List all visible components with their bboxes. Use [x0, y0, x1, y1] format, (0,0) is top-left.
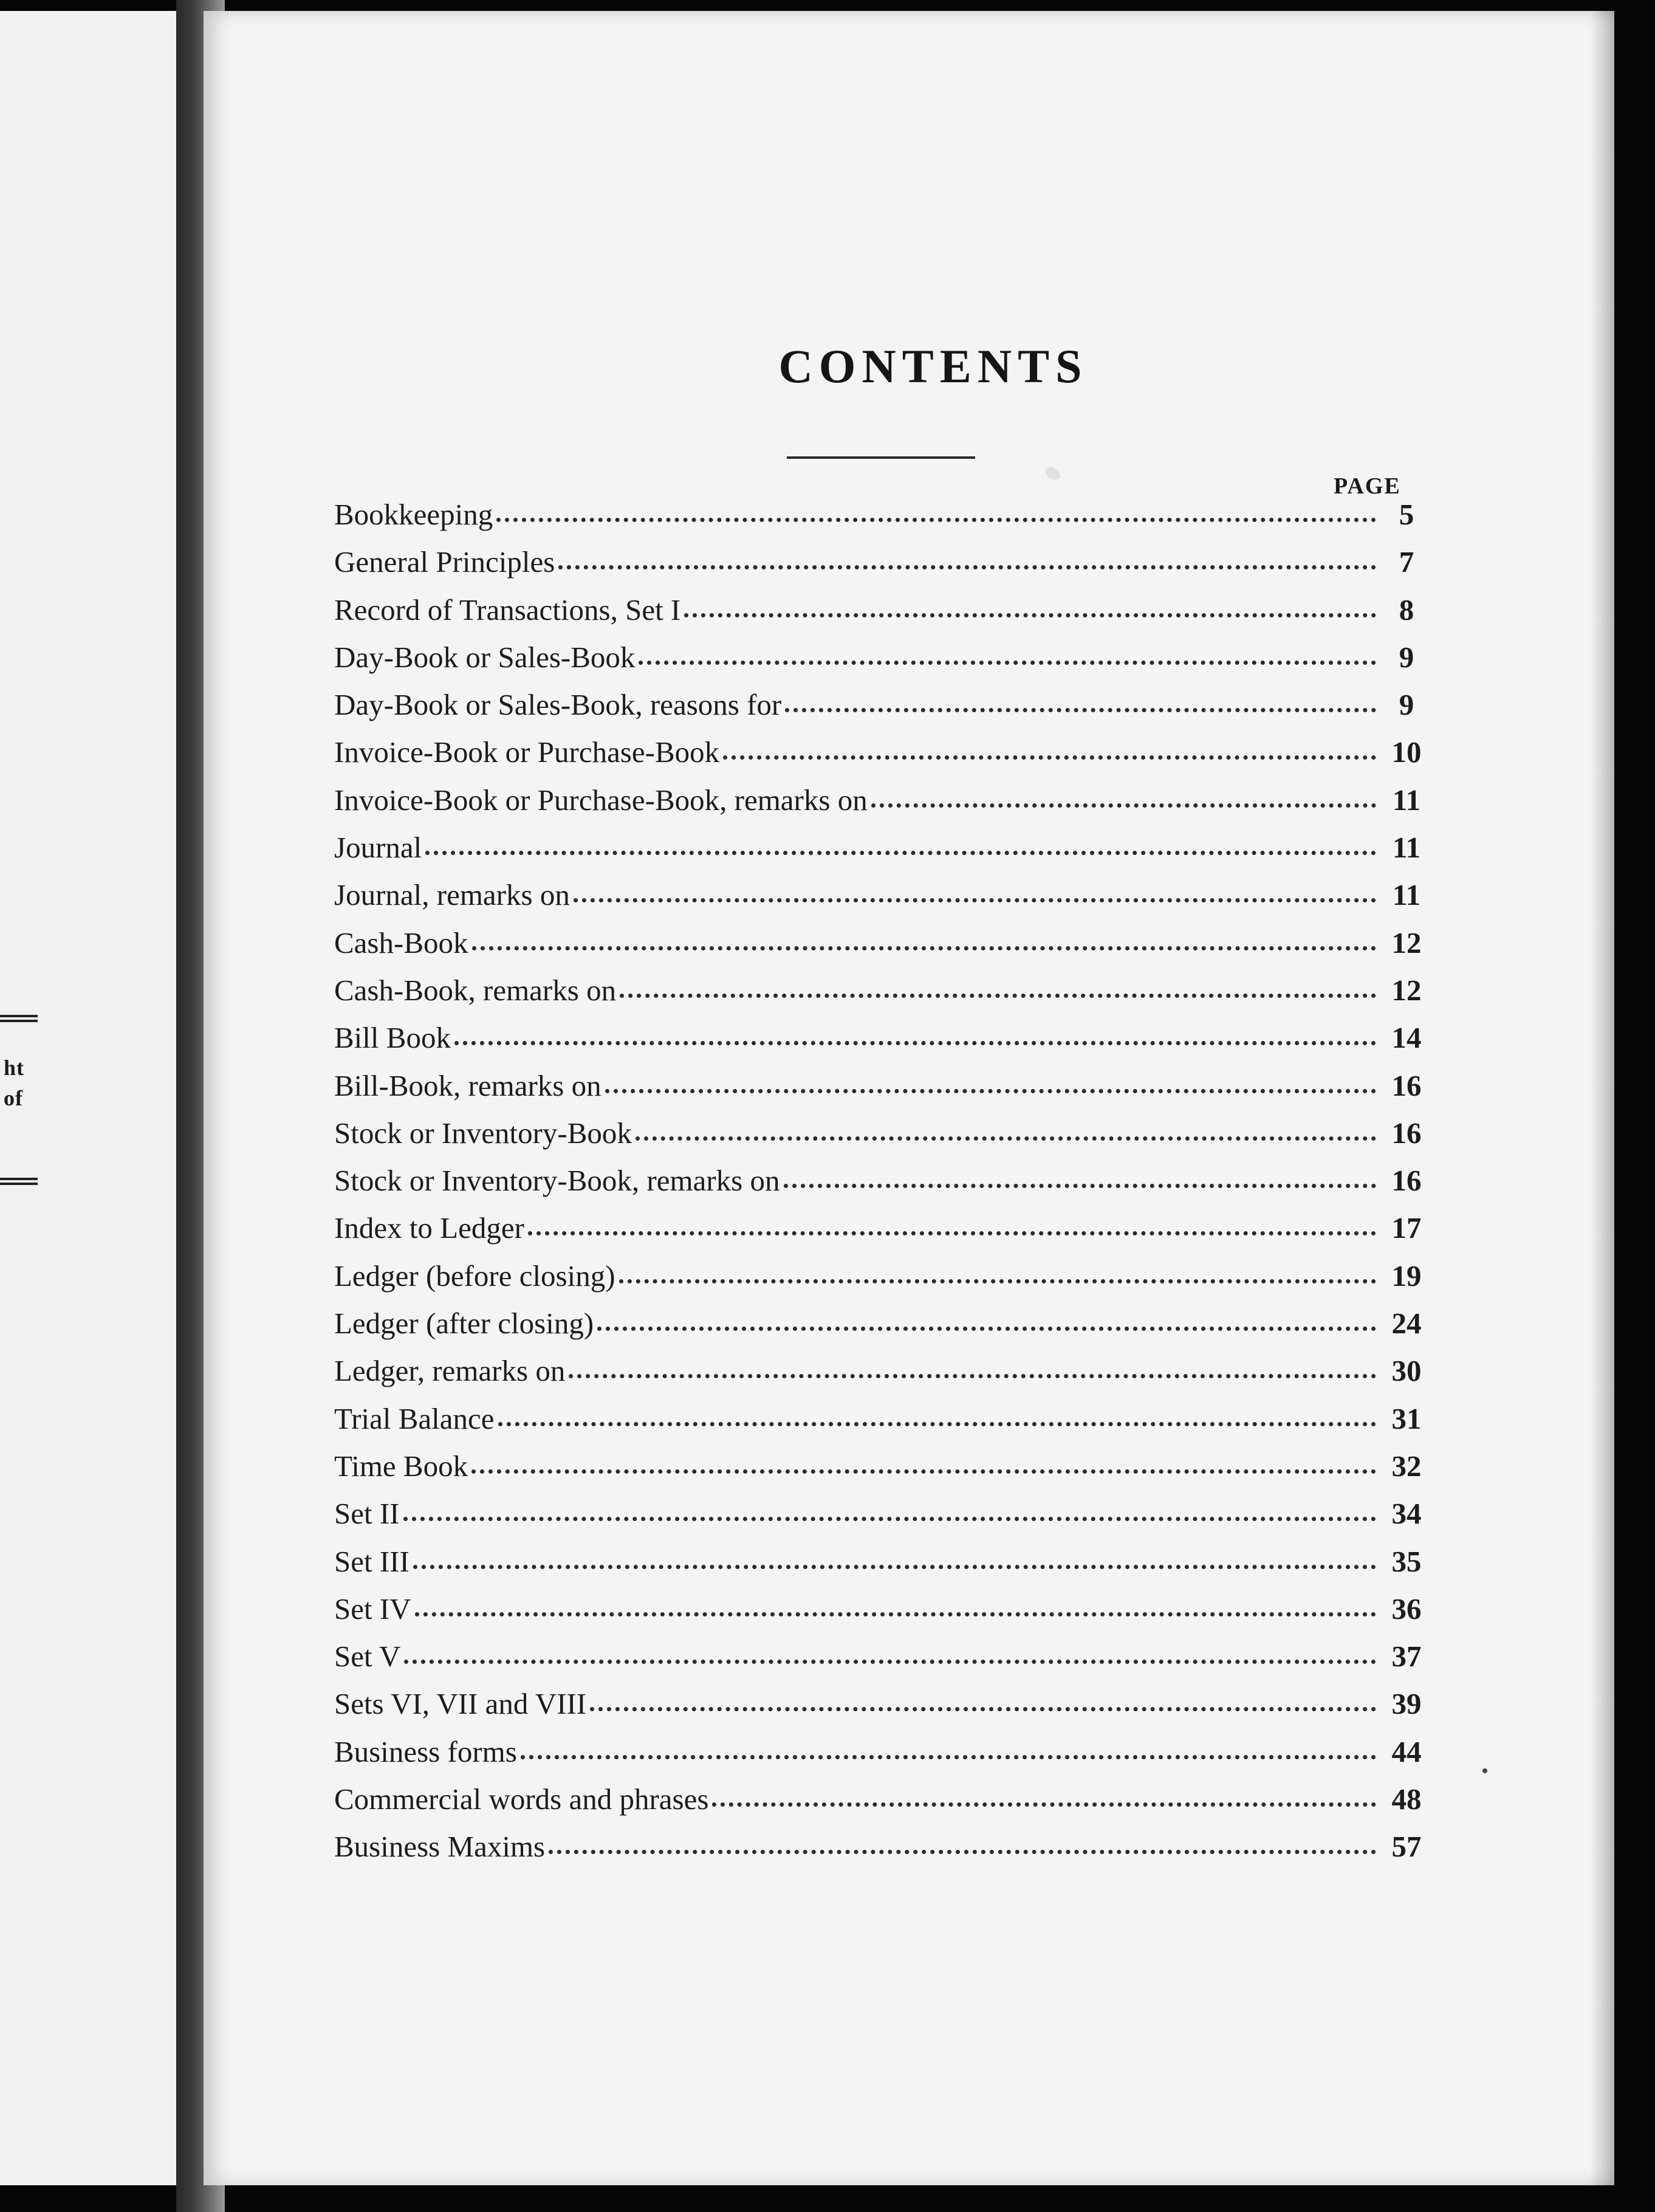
toc-entry: [334, 783, 1431, 830]
toc-entry: [334, 1734, 1431, 1782]
toc-entry-title: Trial Balance: [334, 1401, 495, 1435]
toc-entry-page: 39: [1391, 1687, 1422, 1721]
dot-leader: [619, 1279, 1376, 1283]
toc-entry: [334, 1782, 1431, 1829]
toc-entry-title: Journal: [334, 831, 422, 865]
text-fragment: of: [4, 1086, 23, 1110]
dot-leader: [785, 708, 1376, 712]
dot-leader: [454, 1041, 1376, 1045]
toc-entry-title: Bill-Book, remarks on: [334, 1068, 601, 1102]
text-fragment: ht: [4, 1056, 25, 1080]
toc-entry-page: 5: [1399, 498, 1414, 531]
previous-page: [0, 11, 176, 2185]
toc-entry: [334, 640, 1431, 687]
toc-entry-title: Invoice-Book or Purchase-Book: [334, 735, 720, 769]
dot-leader: [597, 1327, 1376, 1331]
toc-entry: [334, 544, 1431, 592]
dot-leader: [521, 1755, 1376, 1759]
dot-leader: [684, 613, 1376, 617]
dot-leader: [569, 1374, 1376, 1378]
scan-speck: [1482, 1768, 1487, 1773]
toc-entry-page: 35: [1391, 1544, 1422, 1578]
toc-entry-title: Ledger (before closing): [334, 1259, 615, 1293]
toc-entry-title: Set III: [334, 1544, 409, 1578]
dot-leader: [620, 994, 1376, 998]
divider-rule: [0, 1178, 38, 1185]
toc-entry: [334, 1163, 1431, 1211]
toc-entry-page: 16: [1391, 1068, 1422, 1102]
toc-entry: [334, 1639, 1431, 1686]
toc-entry: [334, 1592, 1431, 1639]
toc-entry: [334, 1544, 1431, 1592]
dot-leader: [784, 1184, 1377, 1188]
page-edge-shadow: [1590, 11, 1614, 2185]
dot-leader: [413, 1565, 1376, 1569]
toc-entry-title: General Principles: [334, 545, 555, 579]
toc-entry-page: 11: [1392, 831, 1421, 865]
toc-entry: [334, 592, 1431, 640]
dot-leader: [528, 1231, 1376, 1235]
toc-entry: [334, 1401, 1431, 1449]
toc-entry-page: 10: [1391, 735, 1422, 769]
dot-leader: [558, 565, 1376, 569]
dot-leader: [590, 1707, 1376, 1711]
toc-entry-title: Set II: [334, 1497, 400, 1531]
toc-entry: [334, 1829, 1431, 1877]
dot-leader: [403, 1517, 1377, 1521]
toc-entry-title: Time Book: [334, 1449, 468, 1483]
toc-entry-page: 30: [1391, 1354, 1422, 1388]
toc-entry: [334, 1306, 1431, 1353]
toc-entry-page: 8: [1399, 592, 1414, 627]
toc-entry-title: Day-Book or Sales-Book, reasons for: [334, 688, 782, 722]
toc-entry-page: 19: [1391, 1259, 1422, 1293]
toc-entry-title: Stock or Inventory-Book, remarks on: [334, 1164, 780, 1198]
toc-entry: [334, 1496, 1431, 1544]
toc-entry-page: 32: [1391, 1449, 1422, 1483]
dot-leader: [639, 661, 1376, 665]
dot-leader: [415, 1612, 1376, 1616]
toc-entry-page: 14: [1391, 1021, 1422, 1055]
dot-leader: [871, 803, 1376, 808]
toc-entry: [334, 830, 1431, 878]
toc-entry-title: Index to Ledger: [334, 1211, 524, 1245]
dot-leader: [496, 518, 1376, 522]
dot-leader: [636, 1136, 1376, 1141]
toc-entry-page: 34: [1391, 1497, 1422, 1531]
toc-entry: [334, 497, 1431, 544]
toc-entry-title: Invoice-Book or Purchase-Book, remarks on: [334, 783, 868, 817]
page-column-header: PAGE: [1334, 473, 1401, 499]
toc-entry-title: Business Maxims: [334, 1830, 546, 1864]
toc-entry-title: Cash-Book: [334, 926, 468, 960]
toc-entry-title: Set IV: [334, 1592, 411, 1626]
toc-entry: [334, 878, 1431, 925]
toc-entry-page: 17: [1391, 1211, 1422, 1245]
toc-entry-page: 57: [1391, 1830, 1422, 1864]
toc-entry-page: 9: [1399, 640, 1414, 674]
page-title: CONTENTS: [778, 340, 1088, 393]
toc-entry-title: Sets VI, VII and VIII: [334, 1687, 587, 1721]
toc-entry-title: Bookkeeping: [334, 498, 493, 531]
scan-speck: [1043, 465, 1063, 483]
toc-entry-page: 37: [1391, 1640, 1422, 1674]
toc-entry-page: 16: [1391, 1164, 1422, 1198]
toc-entry-title: Ledger (after closing): [334, 1307, 594, 1341]
toc-entry: [334, 1211, 1431, 1258]
toc-entry-page: 16: [1391, 1116, 1422, 1150]
dot-leader: [723, 755, 1376, 760]
toc-entry-title: Stock or Inventory-Book: [334, 1116, 632, 1150]
toc-entry: [334, 1020, 1431, 1068]
toc-entry-page: 44: [1391, 1734, 1422, 1768]
toc-entry: [334, 1116, 1431, 1163]
toc-entry: [334, 1449, 1431, 1496]
contents-page: [204, 11, 1614, 2185]
table-of-contents: [334, 497, 1431, 1877]
toc-entry-page: 24: [1391, 1307, 1422, 1341]
toc-entry-title: Journal, remarks on: [334, 878, 570, 912]
toc-entry-page: 11: [1392, 878, 1421, 912]
toc-entry-page: 36: [1391, 1592, 1422, 1626]
dot-leader: [605, 1089, 1376, 1093]
toc-entry-title: Set V: [334, 1640, 401, 1674]
toc-entry-page: 7: [1399, 545, 1414, 579]
toc-entry-page: 9: [1399, 688, 1414, 722]
dot-leader: [498, 1422, 1376, 1426]
toc-entry: [334, 687, 1431, 735]
toc-entry: [334, 926, 1431, 973]
divider-rule: [0, 1015, 38, 1022]
toc-entry-title: Bill Book: [334, 1021, 451, 1055]
toc-entry-title: Cash-Book, remarks on: [334, 973, 617, 1007]
toc-entry: [334, 973, 1431, 1020]
toc-entry-page: 12: [1391, 973, 1422, 1007]
toc-entry-page: 31: [1391, 1401, 1422, 1435]
dot-leader: [472, 946, 1377, 950]
dot-leader: [712, 1802, 1376, 1807]
dot-leader: [404, 1660, 1376, 1664]
toc-entry: [334, 1686, 1431, 1734]
toc-entry: [334, 1353, 1431, 1401]
dot-leader: [574, 898, 1376, 902]
toc-entry-title: Business forms: [334, 1734, 517, 1768]
dot-leader: [549, 1850, 1376, 1854]
toc-entry-page: 12: [1391, 926, 1422, 960]
toc-entry-title: Ledger, remarks on: [334, 1354, 566, 1388]
toc-entry-page: 48: [1391, 1782, 1422, 1816]
toc-entry-page: 11: [1392, 783, 1421, 817]
title-rule: [787, 456, 975, 459]
dot-leader: [471, 1469, 1376, 1474]
toc-entry-title: Commercial words and phrases: [334, 1782, 709, 1816]
toc-entry-title: Record of Transactions, Set I: [334, 592, 681, 627]
toc-entry: [334, 1259, 1431, 1306]
toc-entry: [334, 1068, 1431, 1116]
toc-entry: [334, 735, 1431, 782]
toc-entry-title: Day-Book or Sales-Book: [334, 640, 636, 674]
dot-leader: [425, 851, 1376, 855]
